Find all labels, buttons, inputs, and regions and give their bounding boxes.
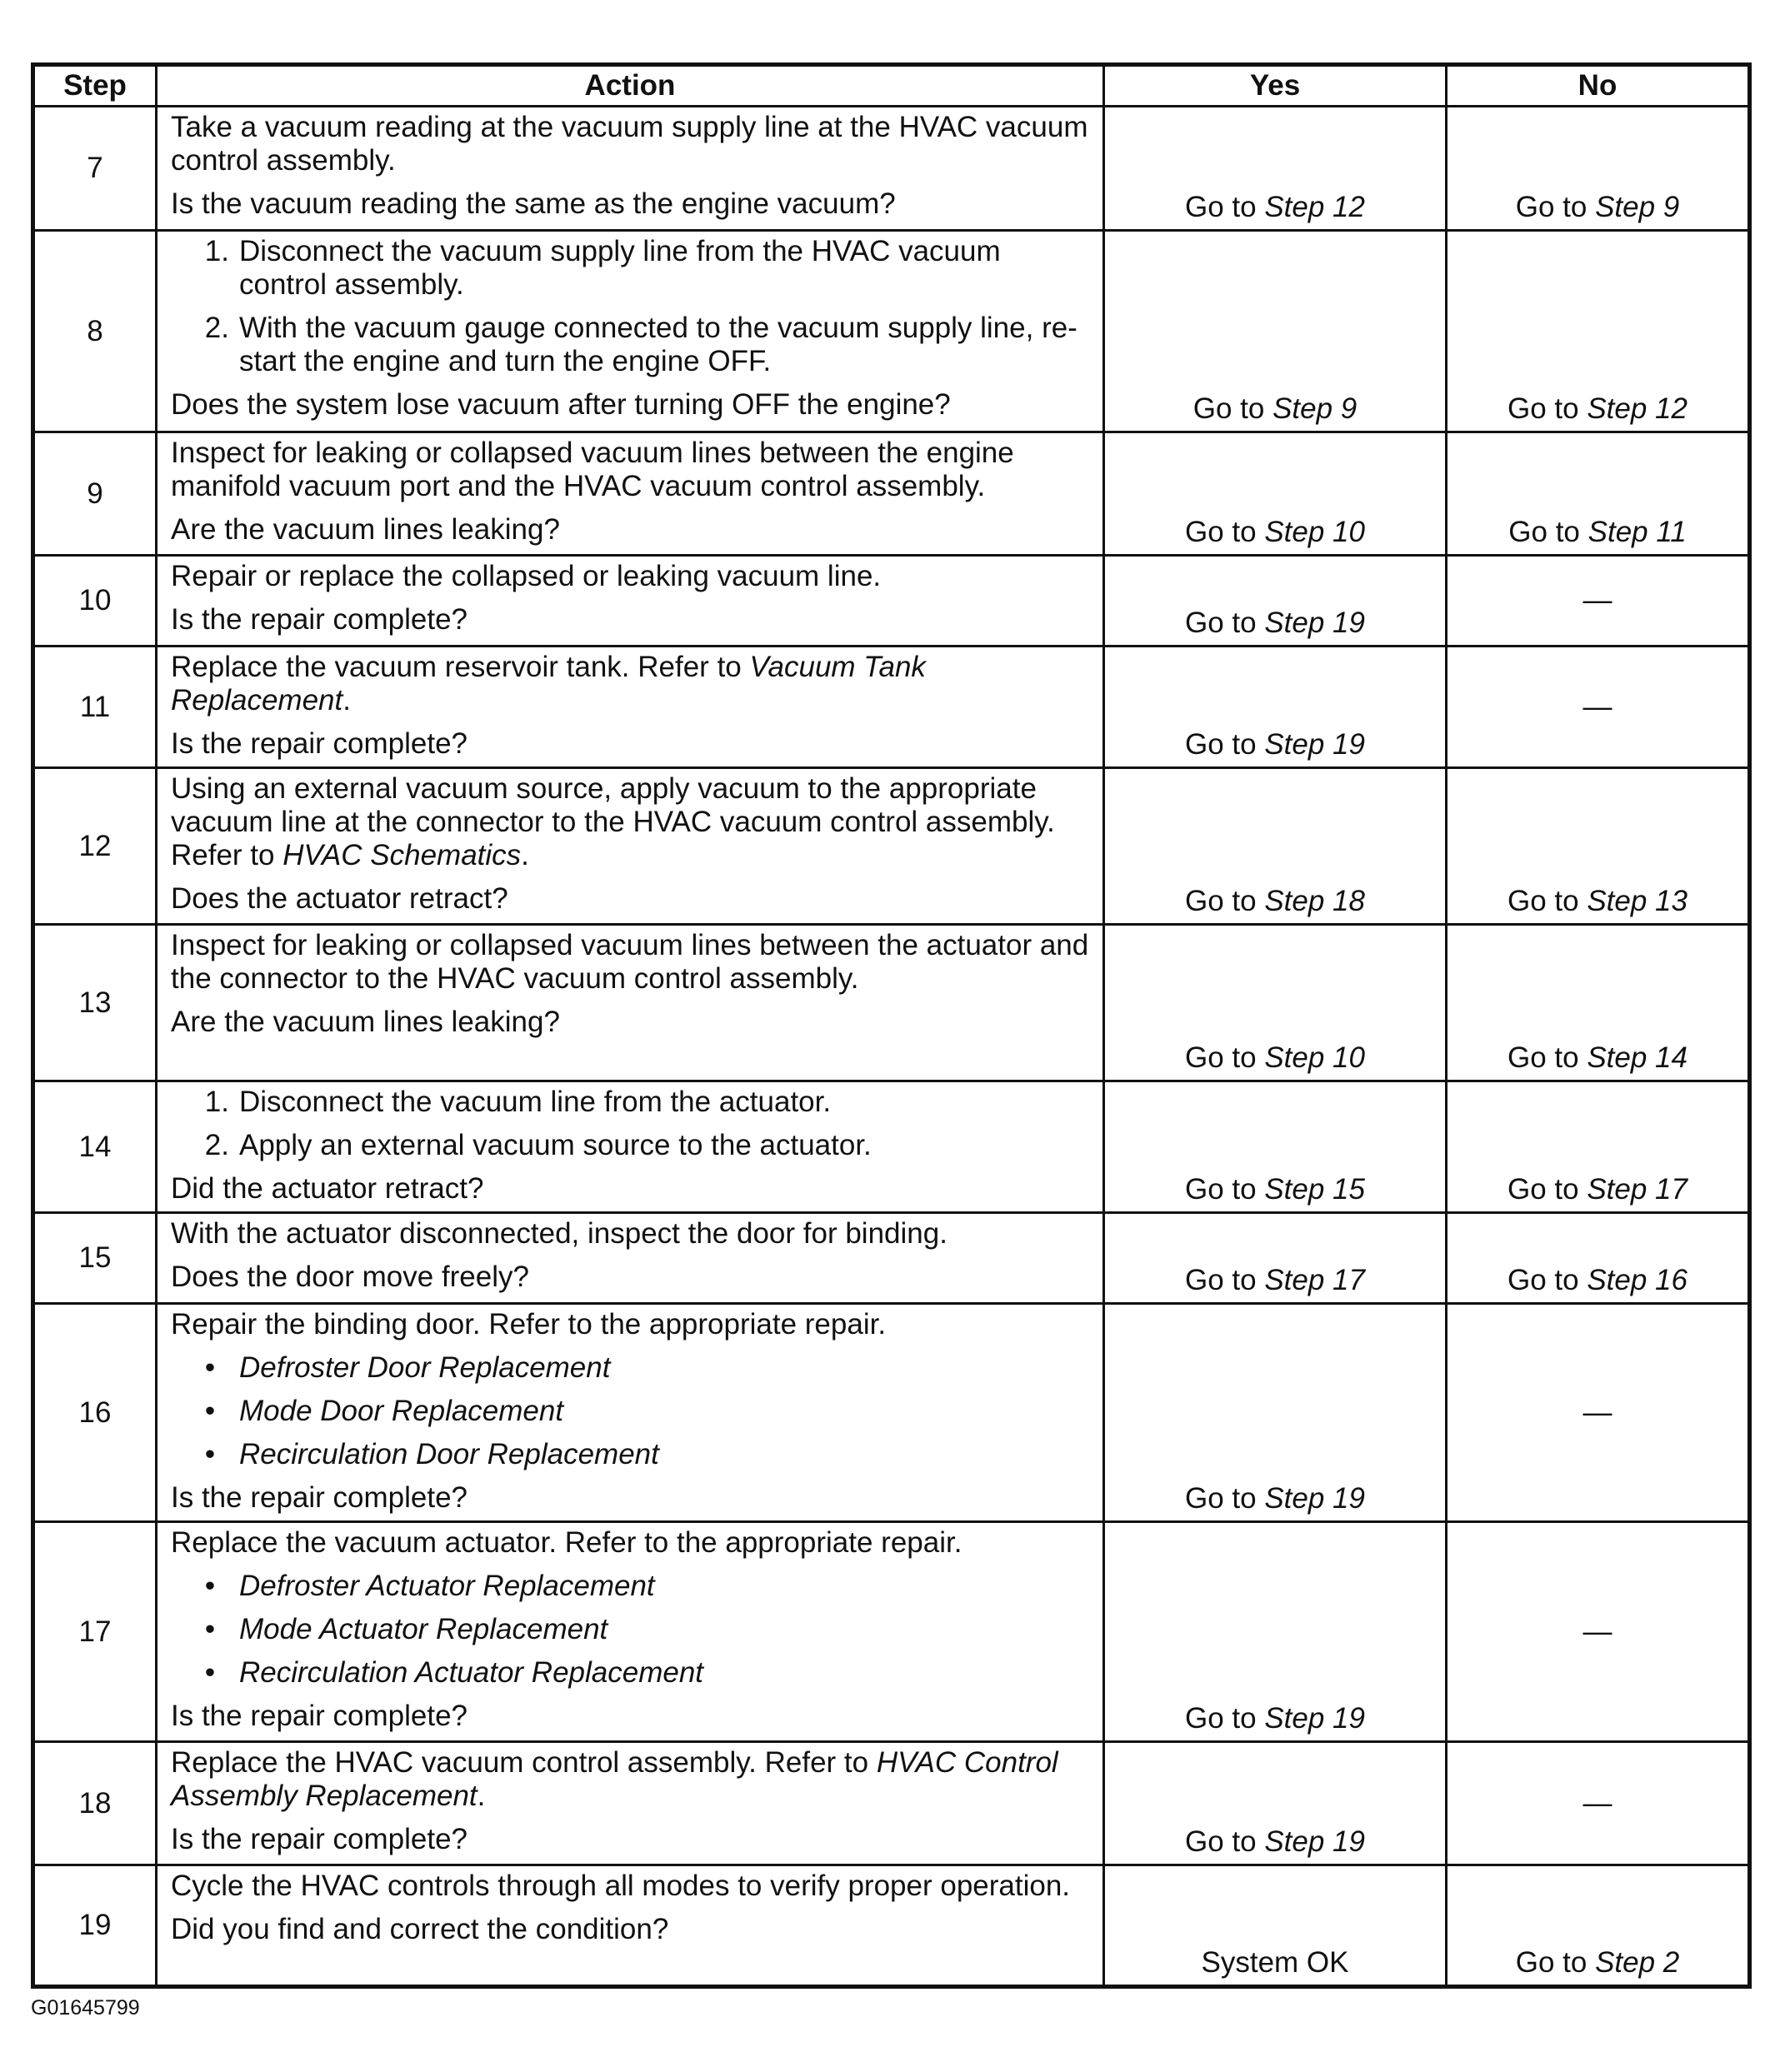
no-cell <box>1447 231 1750 432</box>
procedure-link[interactable]: HVAC Control Assembly Replacement <box>171 1746 1058 1812</box>
step-number: 17 <box>33 1522 157 1742</box>
bullet-marker: • <box>204 1438 216 1470</box>
step-link[interactable]: Step 19 <box>1264 1702 1365 1735</box>
list-marker: 1. <box>204 235 229 267</box>
step-link[interactable]: Step 10 <box>1264 1041 1365 1074</box>
question-text: Are the vacuum lines leaking? <box>171 1006 560 1038</box>
question-text: Does the door move freely? <box>171 1261 529 1293</box>
action-cell <box>157 432 1104 556</box>
goto-label: Go to <box>1508 1264 1588 1296</box>
step-link[interactable]: Step 19 <box>1264 1825 1365 1858</box>
list-item <box>171 1438 1094 1471</box>
step-number: 7 <box>33 107 157 231</box>
action-cell <box>157 1522 1104 1742</box>
bullet-list <box>171 1570 1094 1690</box>
table-row <box>33 1304 1750 1522</box>
goto-label: Go to <box>1185 1482 1265 1515</box>
action-text: Repair or replace the collapsed or leaking vacuum line. <box>171 560 882 592</box>
yes-cell <box>1104 925 1447 1081</box>
goto-label: Go to <box>1508 516 1588 548</box>
goto-label: Go to <box>1185 1702 1265 1735</box>
list-item <box>171 1086 1094 1119</box>
table-row <box>33 647 1750 768</box>
goto-label: Go to <box>1515 1946 1596 1979</box>
yes-cell <box>1104 1742 1447 1865</box>
table-row <box>33 1522 1750 1742</box>
no-cell <box>1447 1213 1750 1304</box>
procedure-link[interactable]: Mode Actuator Replacement <box>239 1613 608 1645</box>
step-link[interactable]: Step 15 <box>1264 1173 1365 1206</box>
no-cell <box>1447 768 1750 925</box>
step-link[interactable]: Step 19 <box>1264 728 1365 761</box>
step-number: 8 <box>33 231 157 432</box>
question-text: Is the repair complete? <box>171 727 468 760</box>
no-cell: — <box>1447 1304 1750 1522</box>
no-cell <box>1447 1865 1750 1987</box>
procedure-link[interactable]: Recirculation Door Replacement <box>239 1438 659 1470</box>
action-text: Repair the binding door. Refer to the appropriate repair. <box>171 1308 887 1341</box>
action-cell <box>157 231 1104 432</box>
table-row <box>33 925 1750 1081</box>
no-cell: — <box>1447 1742 1750 1865</box>
step-link[interactable]: Step 10 <box>1264 516 1365 548</box>
question-text: Does the actuator retract? <box>171 882 508 915</box>
action-text: Using an external vacuum source, apply vacuum to the appropriate vacuum line at the connector to the HVAC vacuum control assembly. Refer to HVAC Schematics. <box>171 772 1055 871</box>
table-row <box>33 556 1750 647</box>
goto-label: Go to <box>1185 1825 1265 1858</box>
table-row <box>33 231 1750 432</box>
step-number: 11 <box>33 647 157 768</box>
list-text: With the vacuum gauge connected to the vacuum supply line, re-start the engine and turn the engine OFF. <box>239 312 1078 377</box>
step-link[interactable]: Step 12 <box>1264 191 1365 223</box>
list-marker: 2. <box>204 312 229 344</box>
goto-label: Go to <box>1508 1173 1588 1206</box>
table-row <box>33 107 1750 231</box>
goto-label: Go to <box>1508 392 1588 425</box>
list-item <box>171 1613 1094 1646</box>
procedure-link[interactable]: HVAC Schematics <box>282 839 522 871</box>
step-link[interactable]: Step 19 <box>1264 1482 1365 1515</box>
list-text: Apply an external vacuum source to the actuator. <box>239 1129 872 1161</box>
yes-cell <box>1104 432 1447 556</box>
table-row <box>33 1742 1750 1865</box>
goto-label: Go to <box>1185 885 1265 917</box>
header-no: No <box>1447 65 1750 107</box>
action-cell <box>157 1742 1104 1865</box>
goto-label: Go to <box>1515 191 1596 223</box>
no-cell <box>1447 925 1750 1081</box>
action-text: Replace the vacuum reservoir tank. Refer to Vacuum Tank Replacement. <box>171 651 926 716</box>
step-link[interactable]: Step 18 <box>1264 885 1365 917</box>
header-action: Action <box>157 65 1104 107</box>
question-text: Is the repair complete? <box>171 1700 468 1732</box>
list-text: Disconnect the vacuum line from the actuator. <box>239 1086 832 1118</box>
no-cell: — <box>1447 1522 1750 1742</box>
action-text: With the actuator disconnected, inspect the door for binding. <box>171 1217 948 1250</box>
action-cell <box>157 1213 1104 1304</box>
bullet-list <box>171 1351 1094 1471</box>
action-text: Inspect for leaking or collapsed vacuum lines between the engine manifold vacuum port and the HVAC vacuum control assembly. <box>171 437 1014 502</box>
goto-label: Go to <box>1185 191 1265 223</box>
procedure-link[interactable]: Mode Door Replacement <box>239 1395 564 1427</box>
question-text: Does the system lose vacuum after turning OFF the engine? <box>171 388 951 421</box>
action-cell <box>157 647 1104 768</box>
question-text: Is the repair complete? <box>171 603 468 636</box>
goto-label: Go to <box>1508 1041 1588 1074</box>
action-text: Cycle the HVAC controls through all modes to verify proper operation. <box>171 1870 1071 1902</box>
bullet-marker: • <box>204 1570 216 1602</box>
list-item <box>171 1395 1094 1428</box>
table-header-row <box>33 65 1750 107</box>
header-step: Step <box>33 65 157 107</box>
goto-label: Go to <box>1185 1173 1265 1206</box>
step-number: 12 <box>33 768 157 925</box>
no-cell <box>1447 107 1750 231</box>
table-row <box>33 768 1750 925</box>
procedure-link[interactable]: Recirculation Actuator Replacement <box>239 1656 704 1689</box>
goto-label: Go to <box>1185 1264 1265 1296</box>
bullet-marker: • <box>204 1351 216 1384</box>
question-text: Are the vacuum lines leaking? <box>171 513 560 546</box>
procedure-link[interactable]: Vacuum Tank Replacement <box>171 651 926 716</box>
numbered-list <box>171 235 1094 378</box>
procedure-link[interactable]: Defroster Actuator Replacement <box>239 1570 655 1602</box>
yes-cell <box>1104 231 1447 432</box>
step-number: 13 <box>33 925 157 1081</box>
list-item <box>171 1570 1094 1603</box>
header-yes: Yes <box>1104 65 1447 107</box>
action-text: Take a vacuum reading at the vacuum supply line at the HVAC vacuum control assembly. <box>171 111 1088 177</box>
yes-cell <box>1104 1081 1447 1213</box>
goto-label: Go to <box>1185 1041 1265 1074</box>
step-link[interactable]: Step 17 <box>1264 1264 1365 1296</box>
question-text: Is the repair complete? <box>171 1481 468 1514</box>
step-number: 15 <box>33 1213 157 1304</box>
no-cell: — <box>1447 556 1750 647</box>
no-cell: — <box>1447 647 1750 768</box>
list-item <box>171 1129 1094 1162</box>
step-link[interactable]: Step 11 <box>1588 516 1687 548</box>
action-cell <box>157 925 1104 1081</box>
action-cell <box>157 1304 1104 1522</box>
step-number: 19 <box>33 1865 157 1987</box>
step-number: 18 <box>33 1742 157 1865</box>
yes-cell <box>1104 556 1447 647</box>
step-link[interactable]: Step 9 <box>1272 392 1358 425</box>
step-link[interactable]: Step 14 <box>1587 1041 1688 1074</box>
step-number: 16 <box>33 1304 157 1522</box>
list-text: Disconnect the vacuum supply line from the HVAC vacuum control assembly. <box>239 235 1001 301</box>
bullet-marker: • <box>204 1613 216 1645</box>
table-row <box>33 1213 1750 1304</box>
yes-cell <box>1104 107 1447 231</box>
goto-label: Go to <box>1185 516 1265 548</box>
yes-cell <box>1104 1304 1447 1522</box>
bullet-marker: • <box>204 1395 216 1427</box>
no-cell <box>1447 432 1750 556</box>
yes-cell <box>1104 1213 1447 1304</box>
action-text: Inspect for leaking or collapsed vacuum lines between the actuator and the connector to the HVAC vacuum control assembly. <box>171 929 1089 995</box>
step-link[interactable]: Step 2 <box>1595 1946 1680 1979</box>
action-cell <box>157 107 1104 231</box>
action-text: Replace the HVAC vacuum control assembly. Refer to HVAC Control Assembly Replacement. <box>171 1746 1058 1812</box>
table-row <box>33 432 1750 556</box>
question-text: Is the repair complete? <box>171 1823 468 1855</box>
step-link[interactable]: Step 17 <box>1587 1173 1688 1206</box>
numbered-list <box>171 1086 1094 1162</box>
list-marker: 1. <box>204 1086 229 1118</box>
list-item <box>171 312 1094 378</box>
step-number: 14 <box>33 1081 157 1213</box>
goto-label: Go to <box>1185 728 1265 761</box>
question-text: Did the actuator retract? <box>171 1172 484 1205</box>
step-number: 10 <box>33 556 157 647</box>
figure-code: G01645799 <box>31 1996 140 2020</box>
yes-cell <box>1104 1522 1447 1742</box>
list-item <box>171 1656 1094 1690</box>
action-cell <box>157 1865 1104 1987</box>
goto-label: Go to <box>1508 885 1588 917</box>
list-item <box>171 235 1094 302</box>
step-link[interactable]: Step 12 <box>1587 392 1688 425</box>
diagnostic-table <box>31 62 1752 1989</box>
procedure-link[interactable]: Defroster Door Replacement <box>239 1351 611 1384</box>
question-text: Is the vacuum reading the same as the engine vacuum? <box>171 187 896 220</box>
list-item <box>171 1351 1094 1385</box>
no-cell <box>1447 1081 1750 1213</box>
step-link[interactable]: Step 16 <box>1587 1264 1688 1296</box>
step-link[interactable]: Step 19 <box>1264 607 1365 639</box>
action-cell <box>157 556 1104 647</box>
step-number: 9 <box>33 432 157 556</box>
list-marker: 2. <box>204 1129 229 1161</box>
yes-cell <box>1104 768 1447 925</box>
step-link[interactable]: Step 13 <box>1587 885 1688 917</box>
yes-cell <box>1104 647 1447 768</box>
question-text: Did you find and correct the condition? <box>171 1913 669 1945</box>
table-row <box>33 1081 1750 1213</box>
goto-label: Go to <box>1192 392 1273 425</box>
action-text: Replace the vacuum actuator. Refer to the appropriate repair. <box>171 1526 962 1559</box>
action-cell <box>157 1081 1104 1213</box>
table-row <box>33 1865 1750 1987</box>
step-link[interactable]: Step 9 <box>1595 191 1680 223</box>
action-cell <box>157 768 1104 925</box>
goto-label: Go to <box>1185 607 1265 639</box>
yes-cell: System OK <box>1104 1865 1447 1987</box>
bullet-marker: • <box>204 1656 216 1689</box>
